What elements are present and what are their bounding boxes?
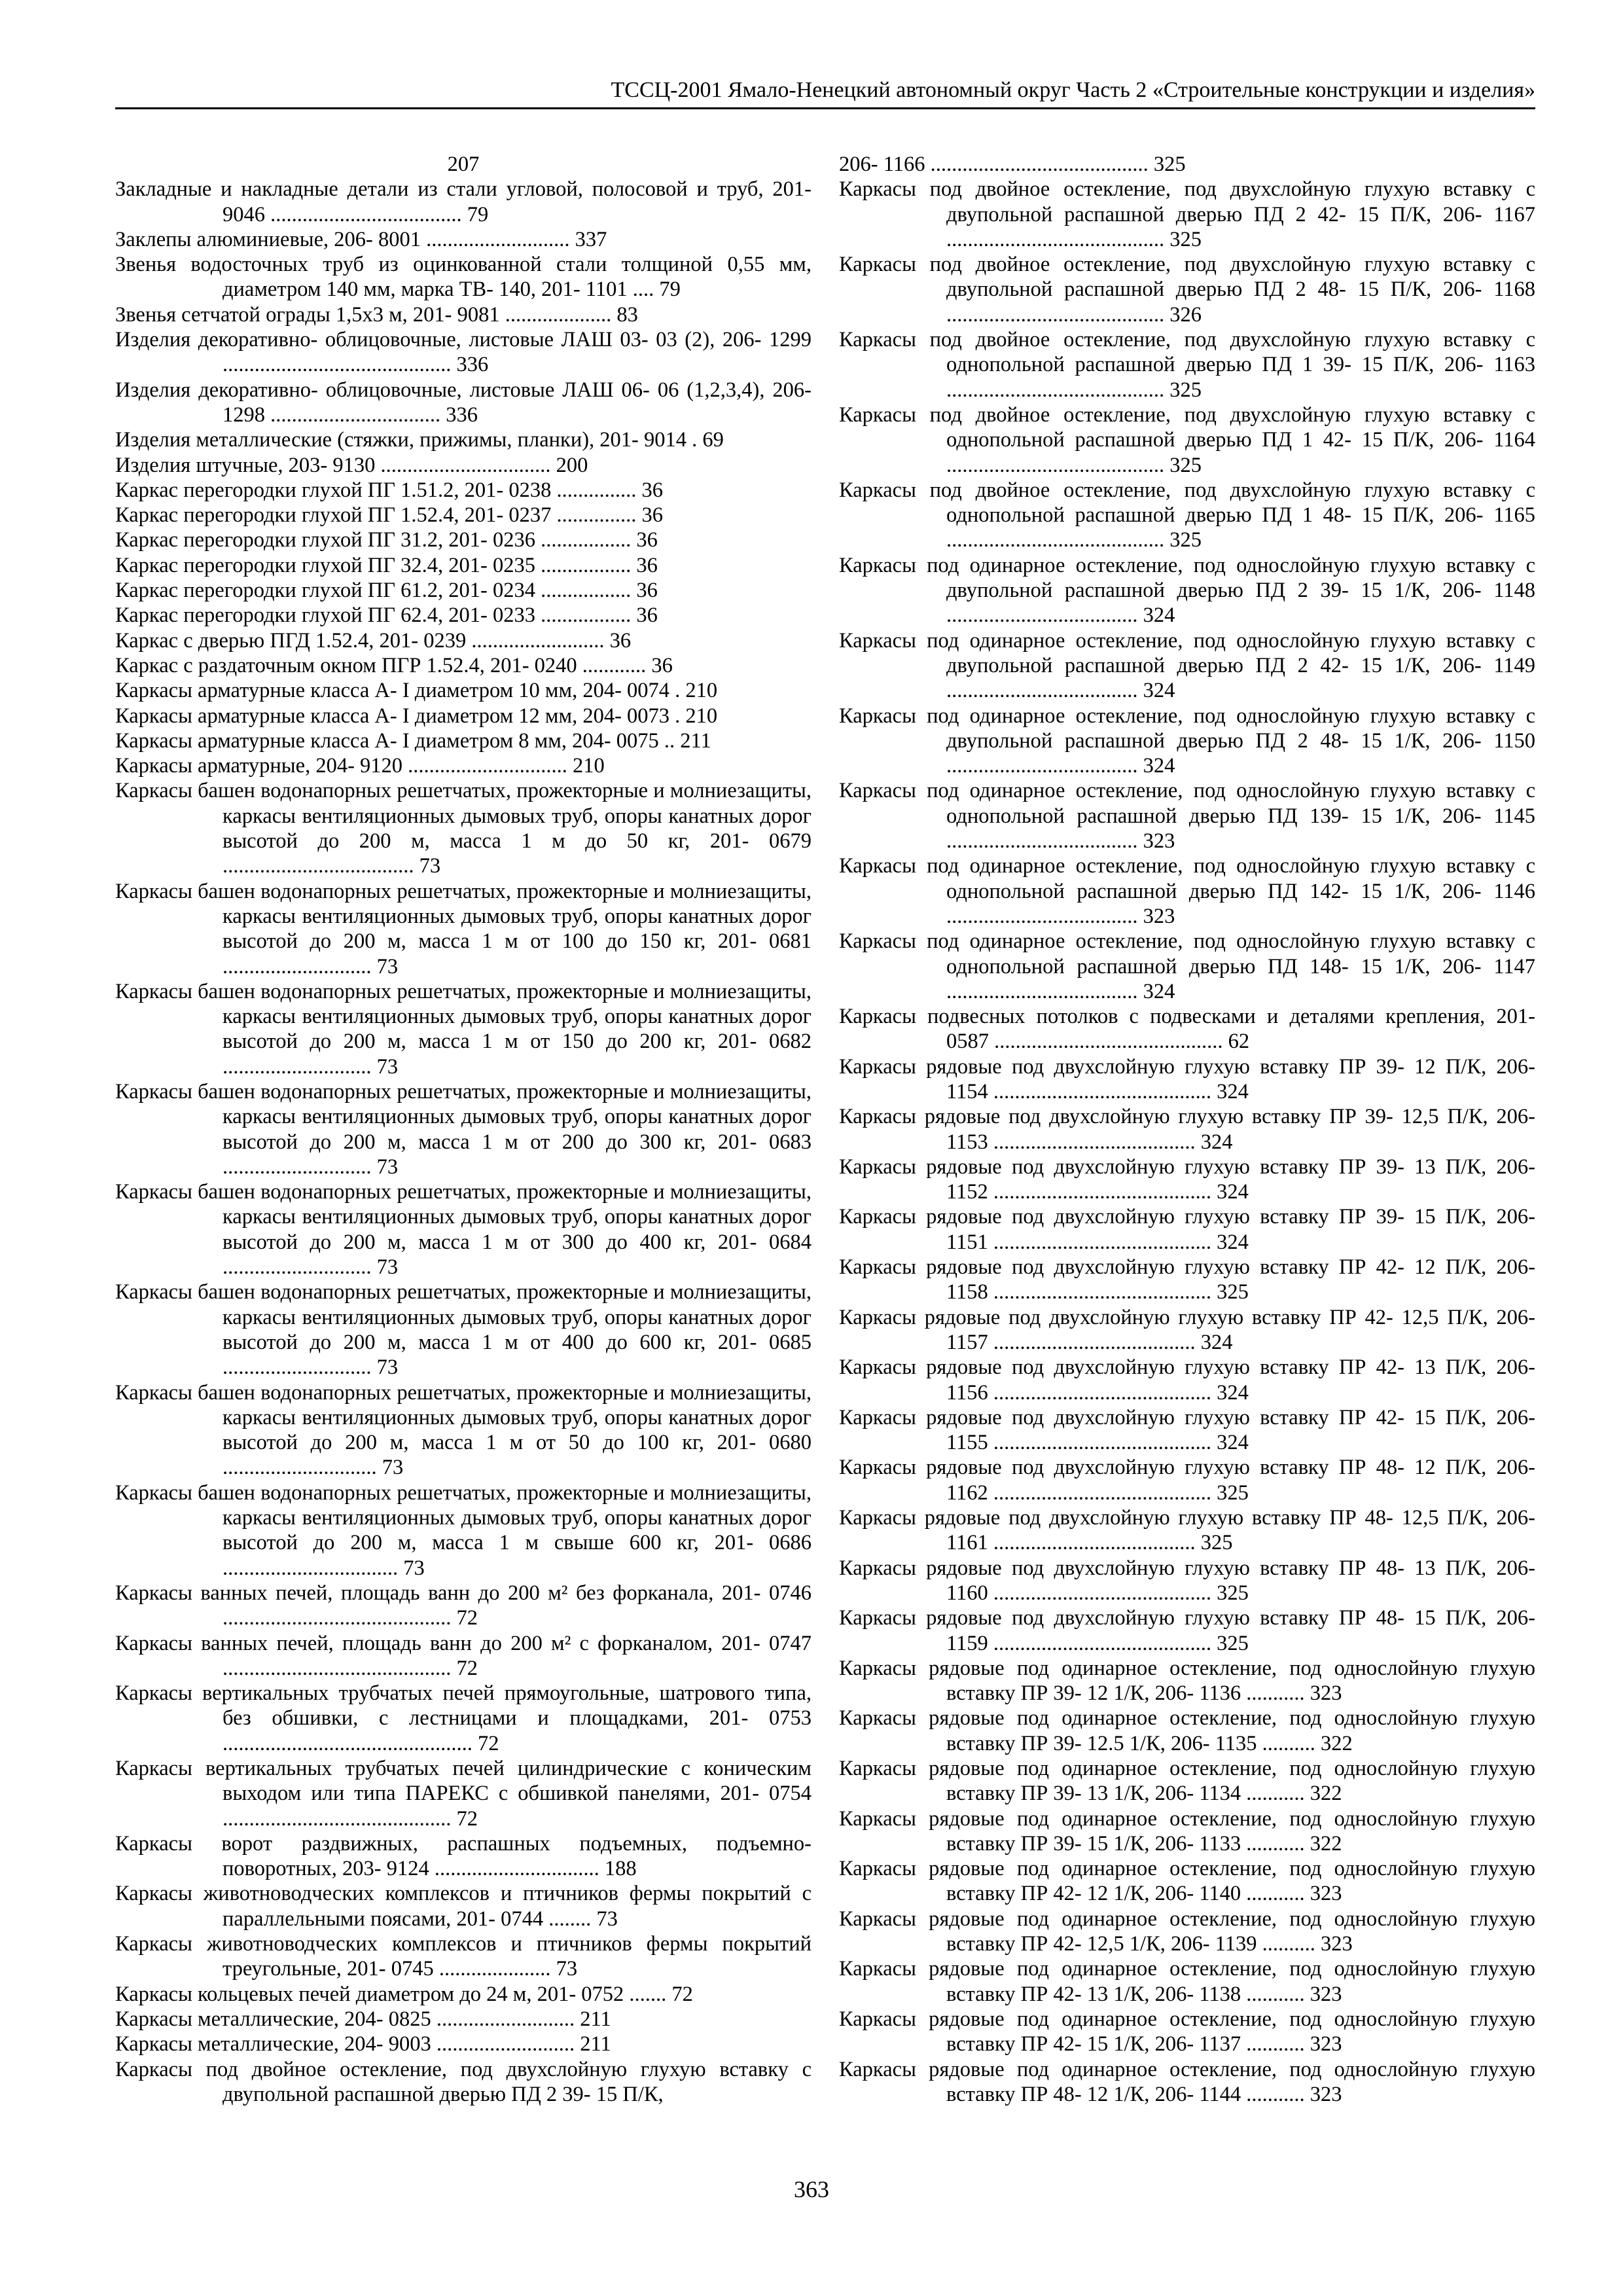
index-entry: Каркасы подвесных потолков с подвесками и деталями крепления, 201- 0587 ........................................... 62 — [839, 1005, 1535, 1054]
index-entry: Каркасы под двойное остекление, под двухслойную глухую вставку с однопольной распашной дверью ПД 1 48- 15 П/К, 206- 1165 ......................................... 325 — [839, 478, 1535, 552]
index-entry: Каркас с раздаточным окном ПГР 1.52.4, 201- 0240 ............ 36 — [115, 653, 673, 677]
index-entry: Каркасы под двойное остекление, под двухслойную глухую вставку с двупольной распашной дверью ПД 2 48- 15 П/К, 206- 1168 ......................................... 326 — [839, 253, 1535, 327]
index-entry: Каркас с дверью ПГД 1.52.4, 201- 0239 ......................... 36 — [115, 628, 632, 653]
index-entry: Каркасы рядовые под двухслойную глухую вставку ПР 39- 15 П/К, 206- 1151 ......................................... 324 — [839, 1205, 1535, 1254]
index-entry: Каркасы под двойное остекление, под двухслойную глухую вставку с однопольной распашной дверью ПД 1 42- 15 П/К, 206- 1164 ......................................... 325 — [839, 403, 1535, 477]
index-entry: Каркасы вертикальных трубчатых печей прямоугольные, шатрового типа, без обшивки, с лестницами и площадками, 201- 0753 ............................................... 72 — [115, 1681, 812, 1755]
index-entry: Каркасы рядовые под одинарное остекление, под однослойную глухую вставку ПР 42- 13 1/К, 206- 1138 ........... 323 — [839, 1957, 1535, 2006]
index-entry: Каркасы рядовые под двухслойную глухую вставку ПР 48- 12 П/К, 206- 1162 ......................................... 325 — [839, 1456, 1535, 1505]
index-entry: Каркасы арматурные класса А- I диаметром 10 мм, 204- 0074 . 210 — [115, 679, 718, 703]
index-entry: Каркас перегородки глухой ПГ 1.51.2, 201- 0238 ............... 36 — [115, 478, 664, 502]
index-entry: Изделия декоративно- облицовочные, листовые ЛАШ 03- 03 (2), 206- 1299 ........................................... 336 — [115, 328, 812, 377]
index-entry: Каркасы металлические, 204- 9003 .......................... 211 — [115, 2032, 611, 2056]
index-entry: Закладные и накладные детали из стали угловой, полосовой и труб, 201- 9046 .................................... 79 — [115, 177, 812, 226]
index-entry: Звенья водосточных труб из оцинкованной стали толщиной 0,55 мм, диаметром 140 мм, марка ТВ- 140, 201- 1101 .... 79 — [115, 253, 812, 302]
index-entry: Каркасы рядовые под двухслойную глухую вставку ПР 48- 12,5 П/К, 206- 1161 ...................................... 325 — [839, 1506, 1535, 1555]
index-entry: Каркасы рядовые под одинарное остекление, под однослойную глухую вставку ПР 39- 12.5 1/К, 206- 1135 .......... 322 — [839, 1706, 1535, 1755]
index-entry: 207 — [447, 152, 480, 176]
index-entry: Каркасы рядовые под одинарное остекление, под однослойную глухую вставку ПР 39- 13 1/К, 206- 1134 ........... 322 — [839, 1757, 1535, 1806]
index-entry: Каркасы арматурные, 204- 9120 .............................. 210 — [115, 754, 605, 778]
index-entry: Каркас перегородки глухой ПГ 62.4, 201- 0233 ................. 36 — [115, 603, 658, 628]
index-entry: Каркасы под одинарное остекление, под однослойную глухую вставку с двупольной распашной дверью ПД 2 48- 15 1/К, 206- 1150 .................................... 324 — [839, 704, 1535, 778]
index-entry: Каркасы кольцевых печей диаметром до 24 м, 201- 0752 ....... 72 — [115, 1982, 693, 2006]
index-entry: Каркасы рядовые под одинарное остекление, под однослойную глухую вставку ПР 42- 12,5 1/К, 206- 1139 .......... 323 — [839, 1907, 1535, 1956]
index-entry: Заклепы алюминиевые, 206- 8001 ........................... 337 — [115, 227, 607, 251]
index-entry: Каркасы животноводческих комплексов и птичников фермы покрытий с параллельными поясами, 201- 0744 ........ 73 — [115, 1882, 812, 1931]
index-entry: Каркасы рядовые под двухслойную глухую вставку ПР 48- 15 П/К, 206- 1159 ......................................... 325 — [839, 1606, 1535, 1655]
index-entry: Каркасы животноводческих комплексов и птичников фермы покрытий треугольные, 201- 0745 ..................... 73 — [115, 1932, 812, 1981]
index-entry: Каркасы башен водонапорных решетчатых, прожекторные и молниезащиты, каркасы вентиляционных дымовых труб, опоры канатных дорог высотой до 200 м, масса 1 м от 400 до 600 кг, 201- 0685 ............................ 73 — [115, 1280, 812, 1380]
index-entry: Каркасы ванных печей, площадь ванн до 200 м² без форканала, 201- 0746 ........................................... 72 — [115, 1581, 812, 1630]
index-column-left — [115, 152, 812, 2107]
index-entry: Каркасы ванных печей, площадь ванн до 200 м² с форканалом, 201- 0747 ........................................... 72 — [115, 1631, 812, 1680]
index-entry: Каркас перегородки глухой ПГ 1.52.4, 201- 0237 ............... 36 — [115, 503, 664, 528]
index-entry: Каркасы рядовые под двухслойную глухую вставку ПР 42- 13 П/К, 206- 1156 ......................................... 324 — [839, 1355, 1535, 1405]
index-entry: Каркасы рядовые под одинарное остекление, под однослойную глухую вставку ПР 48- 12 1/К, 206- 1144 ........... 323 — [839, 2057, 1535, 2106]
index-entry: Звенья сетчатой ограды 1,5х3 м, 201- 9081 .................... 83 — [115, 302, 638, 327]
index-entry: Каркасы башен водонапорных решетчатых, прожекторные и молниезащиты, каркасы вентиляционных дымовых труб, опоры канатных дорог высотой до 200 м, масса 1 м от 100 до 150 кг, 201- 0681 ............................ 73 — [115, 879, 812, 978]
index-entry: Каркас перегородки глухой ПГ 31.2, 201- 0236 ................. 36 — [115, 528, 658, 552]
index-entry: Каркасы под одинарное остекление, под однослойную глухую вставку с однопольной распашной дверью ПД 142- 15 1/К, 206- 1146 .................................... 323 — [839, 854, 1535, 928]
index-entry: Каркасы рядовые под двухслойную глухую вставку ПР 39- 12 П/К, 206- 1154 ......................................... 324 — [839, 1054, 1535, 1103]
index-entry: Каркасы рядовые под двухслойную глухую вставку ПР 39- 12,5 П/К, 206- 1153 ...................................... 324 — [839, 1105, 1535, 1154]
index-entry: Каркасы под двойное остекление, под двухслойную глухую вставку с однопольной распашной дверью ПД 1 39- 15 П/К, 206- 1163 ......................................... 325 — [839, 328, 1535, 402]
index-entry: Каркасы ворот раздвижных, распашных подъемных, подъемно- поворотных, 203- 9124 ............................... 188 — [115, 1831, 812, 1881]
index-entry: Каркасы башен водонапорных решетчатых, прожекторные и молниезащиты, каркасы вентиляционных дымовых труб, опоры канатных дорог высотой до 200 м, масса 1 м от 200 до 300 кг, 201- 0683 ............................ 73 — [115, 1079, 812, 1179]
header-rule — [115, 107, 1535, 109]
index-entry: Каркасы рядовые под одинарное остекление, под однослойную глухую вставку ПР 42- 12 1/К, 206- 1140 ........... 323 — [839, 1857, 1535, 1906]
index-entry: Каркасы под двойное остекление, под двухслойную глухую вставку с двупольной распашной дверью ПД 2 39- 15 П/К, — [115, 2057, 812, 2106]
index-entry: Каркасы вертикальных трубчатых печей цилиндрические с коническим выходом или типа ПАРЕКС с обшивкой панелями, 201- 0754 ........................................... 72 — [115, 1757, 812, 1831]
running-header: ТССЦ-2001 Ямало-Ненецкий автономный округ Часть 2 «Строительные конструкции и изделия» — [611, 78, 1535, 102]
index-entry: Каркасы под одинарное остекление, под однослойную глухую вставку с однопольной распашной дверью ПД 139- 15 1/К, 206- 1145 .................................... 323 — [839, 779, 1535, 853]
index-entry: Каркасы металлические, 204- 0825 .......................... 211 — [115, 2007, 611, 2031]
index-entry: Каркасы башен водонапорных решетчатых, прожекторные и молниезащиты, каркасы вентиляционных дымовых труб, опоры канатных дорог высотой до 200 м, масса 1 м от 300 до 400 кг, 201- 0684 ............................ 73 — [115, 1180, 812, 1280]
index-entry: Каркасы рядовые под двухслойную глухую вставку ПР 39- 13 П/К, 206- 1152 ......................................... 324 — [839, 1155, 1535, 1204]
index-entry: 206- 1166 ......................................... 325 — [839, 152, 1186, 176]
index-entry: Изделия металлические (стяжки, прижимы, планки), 201- 9014 . 69 — [115, 428, 724, 452]
index-entry: Каркасы под одинарное остекление, под однослойную глухую вставку с двупольной распашной дверью ПД 2 42- 15 1/К, 206- 1149 .................................... 324 — [839, 628, 1535, 703]
index-entry: Изделия штучные, 203- 9130 ................................ 200 — [115, 453, 588, 477]
index-entry: Каркас перегородки глухой ПГ 61.2, 201- 0234 ................. 36 — [115, 579, 658, 603]
index-entry: Каркасы под одинарное остекление, под однослойную глухую вставку с однопольной распашной дверью ПД 148- 15 1/К, 206- 1147 .................................... 324 — [839, 929, 1535, 1003]
index-entry: Каркасы рядовые под двухслойную глухую вставку ПР 48- 13 П/К, 206- 1160 ......................................... 325 — [839, 1556, 1535, 1605]
index-entry: Каркас перегородки глухой ПГ 32.4, 201- 0235 ................. 36 — [115, 553, 658, 577]
index-entry: Каркасы рядовые под одинарное остекление, под однослойную глухую вставку ПР 42- 15 1/К, 206- 1137 ........... 323 — [839, 2007, 1535, 2056]
index-entry: Каркасы арматурные класса А- I диаметром 8 мм, 204- 0075 .. 211 — [115, 728, 711, 753]
page-number: 363 — [794, 2176, 829, 2202]
index-entry: Каркасы рядовые под одинарное остекление, под однослойную глухую вставку ПР 39- 15 1/К, 206- 1133 ........... 322 — [839, 1806, 1535, 1856]
index-entry: Каркасы арматурные класса А- I диаметром 12 мм, 204- 0073 . 210 — [115, 704, 718, 728]
index-entry: Каркасы рядовые под двухслойную глухую вставку ПР 42- 12 П/К, 206- 1158 ......................................... 325 — [839, 1255, 1535, 1304]
index-entry: Каркасы рядовые под двухслойную глухую вставку ПР 42- 15 П/К, 206- 1155 ......................................... 324 — [839, 1405, 1535, 1455]
index-entry: Каркасы башен водонапорных решетчатых, прожекторные и молниезащиты, каркасы вентиляционных дымовых труб, опоры канатных дорог высотой до 200 м, масса 1 м до 50 кг, 201- 0679 .................................... 73 — [115, 779, 812, 878]
index-entry: Каркасы башен водонапорных решетчатых, прожекторные и молниезащиты, каркасы вентиляционных дымовых труб, опоры канатных дорог высотой до 200 м, масса 1 м от 150 до 200 кг, 201- 0682 ............................ 73 — [115, 979, 812, 1079]
index-entry: Каркасы под одинарное остекление, под однослойную глухую вставку с двупольной распашной дверью ПД 2 39- 15 1/К, 206- 1148 .................................... 324 — [839, 553, 1535, 628]
index-entry: Каркасы рядовые под двухслойную глухую вставку ПР 42- 12,5 П/К, 206- 1157 ...................................... 324 — [839, 1305, 1535, 1354]
index-entry: Каркасы рядовые под одинарное остекление, под однослойную глухую вставку ПР 39- 12 1/К, 206- 1136 ........... 323 — [839, 1656, 1535, 1706]
index-entry: Изделия декоративно- облицовочные, листовые ЛАШ 06- 06 (1,2,3,4), 206- 1298 ................................ 336 — [115, 378, 812, 427]
index-entry: Каркасы башен водонапорных решетчатых, прожекторные и молниезащиты, каркасы вентиляционных дымовых труб, опоры канатных дорог высотой до 200 м, масса 1 м свыше 600 кг, 201- 0686 ................................. 73 — [115, 1480, 812, 1580]
index-column-right — [839, 152, 1535, 2107]
index-entry: Каркасы под двойное остекление, под двухслойную глухую вставку с двупольной распашной дверью ПД 2 42- 15 П/К, 206- 1167 ......................................... 325 — [839, 177, 1535, 251]
index-entry: Каркасы башен водонапорных решетчатых, прожекторные и молниезащиты, каркасы вентиляционных дымовых труб, опоры канатных дорог высотой до 200 м, масса 1 м от 50 до 100 кг, 201- 0680 ............................. 73 — [115, 1380, 812, 1480]
